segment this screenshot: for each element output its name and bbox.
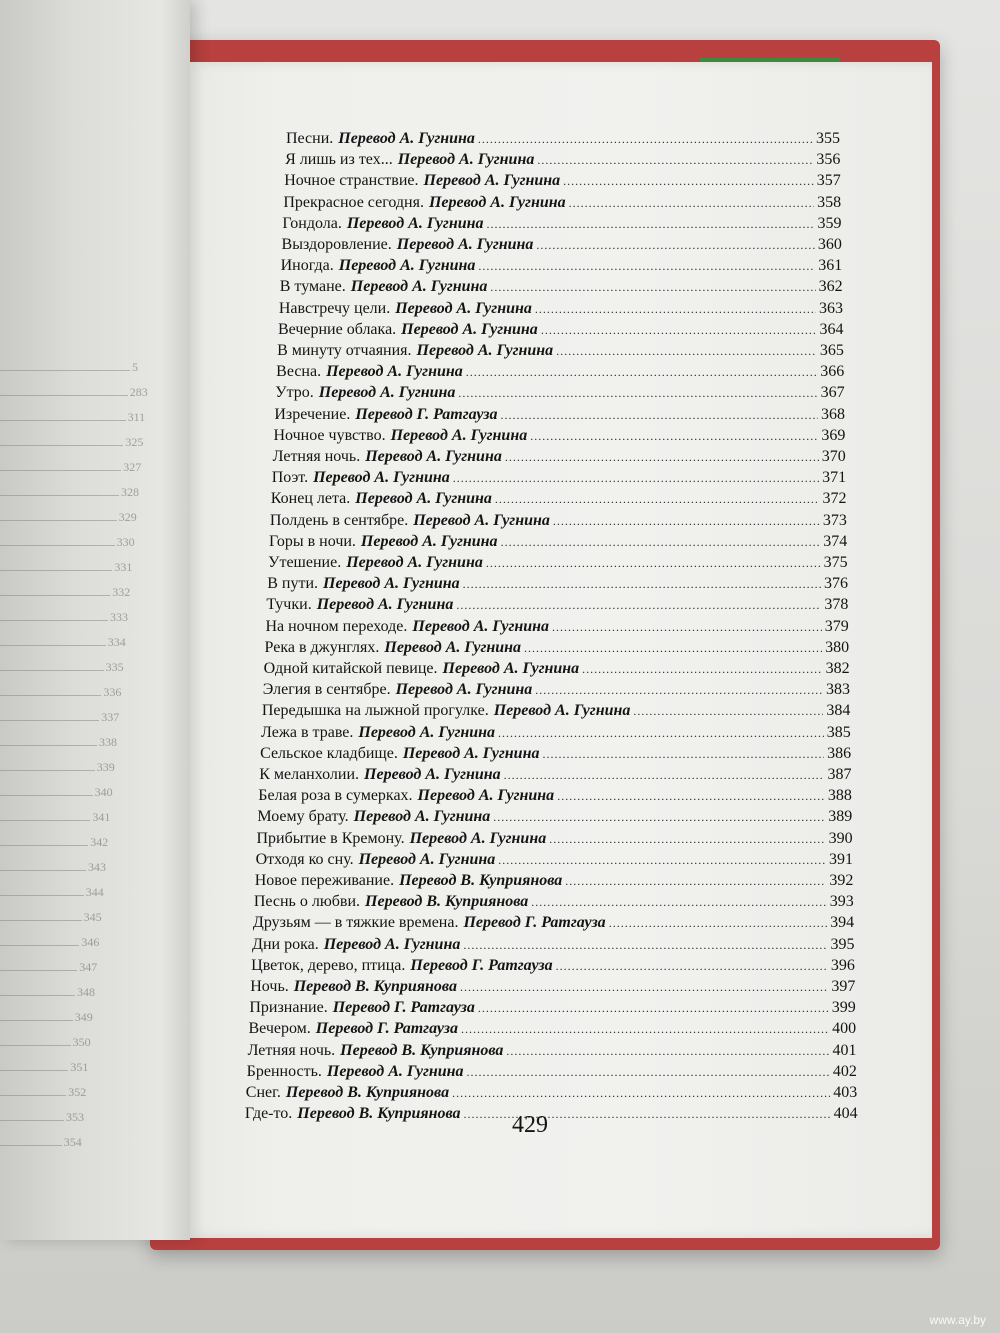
toc-entry-title: Передышка на лыжной прогулке. (261, 702, 489, 720)
toc-entry-leader (535, 679, 823, 701)
toc-entry-leader (466, 361, 817, 383)
toc-entry-title: Где-то. (244, 1105, 293, 1123)
toc-entry-translator: Перевод А. Гугнина (360, 532, 498, 550)
toc-entry-title: Моему брату. (257, 808, 349, 826)
left-page-number: 342 (90, 835, 109, 849)
left-page-number: 330 (116, 535, 135, 549)
toc-entry-translator: Перевод А. Гугнина (355, 490, 492, 508)
toc-entry-title: Лежа в траве. (260, 723, 354, 741)
toc-entry (253, 912, 854, 934)
toc-entry-page: 364 (819, 320, 844, 338)
toc-entry-page: 359 (817, 214, 842, 232)
toc-entry-title: Полдень в сентябре. (269, 511, 409, 529)
toc-entry-title: Элегия в сентябре. (262, 681, 391, 699)
toc-entry-leader (463, 573, 821, 595)
toc-entry-page: 392 (829, 872, 854, 889)
toc-entry-title: В минуту отчаяния. (277, 342, 412, 359)
toc-entry-translator: Перевод А. Гугнина (396, 236, 534, 253)
toc-entry-title: Тучки. (266, 596, 312, 614)
toc-entry-title: Песнь о любви. (253, 893, 361, 911)
left-page-number: 351 (70, 1060, 89, 1074)
toc-entry-translator: Перевод А. Гугнина (428, 193, 566, 211)
toc-entry-title: Ночь. (250, 978, 289, 995)
toc-entry-translator: Перевод А. Гугнина (338, 257, 476, 275)
toc-entry-page: 360 (817, 236, 842, 253)
toc-entry-title: Утро. (275, 384, 314, 402)
toc-entry-page: 396 (830, 956, 855, 974)
toc-entry-page: 383 (825, 681, 850, 699)
toc-entry-translator: Перевод А. Гугнина (353, 808, 491, 826)
toc-entry-title: Отходя ко сну. (255, 850, 354, 868)
toc-entry (285, 149, 840, 171)
toc-entry-page: 401 (832, 1041, 857, 1059)
toc-entry-leader (453, 467, 819, 489)
toc-entry-page: 393 (829, 893, 854, 911)
toc-entry-leader (531, 891, 827, 913)
toc-entry-page: 356 (816, 151, 841, 169)
toc-entry-title: Ночное странствие. (284, 172, 419, 190)
toc-entry (284, 170, 841, 192)
left-page-number: 352 (68, 1085, 87, 1099)
toc-entry-page: 376 (824, 575, 849, 593)
toc-entry (258, 785, 852, 807)
toc-entry-page: 379 (824, 617, 849, 635)
toc-entry-leader (536, 234, 814, 256)
toc-entry-title: Утешение. (268, 554, 342, 571)
toc-entry-leader (563, 170, 814, 192)
toc-entry-page: 388 (827, 787, 852, 805)
toc-entry-title: Летняя ночь. (247, 1041, 336, 1059)
toc-entry-page: 380 (825, 638, 850, 656)
toc-entry-page: 382 (825, 660, 850, 677)
toc-entry (281, 255, 843, 277)
left-page-number: 334 (107, 635, 126, 649)
left-page-number: 338 (99, 735, 117, 749)
toc-entry-leader (537, 149, 813, 171)
toc-entry-leader (478, 997, 829, 1019)
toc-entry-leader (609, 912, 827, 934)
toc-entry-title: На ночном переходе. (265, 617, 408, 635)
toc-entry-title: Вечерние облака. (277, 320, 397, 338)
left-page-number: 325 (125, 435, 144, 449)
toc-entry-page: 357 (816, 172, 841, 190)
toc-entry-title: Прекрасное сегодня. (283, 193, 424, 211)
toc-entry-title: Белая роза в сумерках. (258, 787, 413, 805)
toc-entry-leader (569, 192, 815, 214)
toc-entry (264, 658, 850, 680)
toc-entry-page: 358 (817, 193, 842, 211)
toc-entry-translator: Перевод А. Гугнина (358, 723, 496, 741)
left-page-number: 348 (77, 985, 95, 999)
toc-entry-translator: Перевод Г. Ратгауза (332, 999, 475, 1017)
left-page-number: 328 (121, 485, 139, 499)
toc-entry-page: 355 (816, 130, 840, 147)
toc-entry-title: Признание. (249, 999, 328, 1017)
toc-entry-leader (535, 298, 816, 320)
left-page-number: 339 (96, 760, 115, 774)
toc-entry-leader (486, 552, 821, 574)
toc-entry (280, 276, 843, 298)
toc-entry (249, 997, 855, 1019)
left-page-number: 283 (129, 385, 148, 399)
toc-entry-leader (505, 446, 819, 468)
toc-entry (270, 510, 847, 532)
toc-entry (248, 1040, 857, 1062)
toc-entry-leader (553, 510, 820, 532)
toc-entry-title: Поэт. (271, 469, 309, 487)
toc-entry-leader (486, 213, 814, 235)
toc-entry-translator: Перевод А. Гугнина (401, 320, 538, 338)
toc-entry-page: 371 (822, 469, 847, 487)
toc-entry-leader (495, 488, 820, 510)
toc-entry-title: В тумане. (279, 278, 346, 296)
toc-entry-page: 402 (832, 1062, 857, 1080)
toc-entry-translator: Перевод А. Гугнина (402, 744, 540, 762)
left-page-number: 331 (114, 560, 133, 574)
toc-entry-page: 387 (827, 766, 852, 783)
toc-entry-page: 368 (820, 405, 845, 423)
toc-entry-page: 390 (828, 829, 853, 847)
toc-entry-translator: Перевод В. Куприянова (399, 872, 563, 889)
toc-entry-translator: Перевод А. Гугнина (338, 130, 475, 147)
toc-entry (265, 616, 848, 638)
toc-entry-translator: Перевод А. Гугнина (358, 850, 496, 868)
toc-entry-page: 389 (828, 808, 853, 826)
toc-entry-leader (463, 934, 827, 956)
toc-entry-translator: Перевод В. Куприянова (293, 978, 457, 995)
left-page-number: 346 (81, 935, 100, 949)
toc-entry (260, 743, 851, 765)
toc-entry-leader (460, 976, 828, 998)
toc-entry (252, 934, 855, 956)
toc-entry (247, 1061, 857, 1083)
toc-entry-leader (498, 849, 826, 871)
toc-entry-leader (556, 340, 817, 362)
toc-entry (257, 806, 852, 828)
toc-entry-translator: Перевод Г. Ратгауза (315, 1020, 459, 1038)
watermark: www.ay.by (929, 1313, 986, 1327)
toc-entry-leader (452, 1082, 830, 1104)
toc-entry-page: 363 (819, 299, 844, 317)
toc-entry-leader (552, 616, 822, 638)
toc-entry-page: 361 (818, 257, 843, 275)
toc-entry-page: 403 (833, 1084, 858, 1101)
toc-entry-page: 374 (823, 532, 848, 550)
toc-entry-leader (490, 276, 815, 298)
toc-entry-title: Сельское кладбище. (260, 744, 398, 762)
toc-entry-title: В пути. (267, 575, 319, 593)
toc-entry-translator: Перевод А. Гугнина (395, 681, 533, 699)
left-page-number: 5 (132, 360, 138, 374)
left-page-number: 340 (94, 785, 113, 799)
toc-entry-leader (461, 1018, 829, 1040)
toc-entry-title: Одной китайской певице. (263, 660, 438, 677)
left-page-number: 337 (101, 710, 120, 724)
toc-entry-title: Весна. (276, 363, 322, 381)
toc-entry (269, 531, 847, 553)
left-page-number: 335 (105, 660, 124, 674)
toc-entry-translator: Перевод В. Куприянова (365, 893, 529, 911)
toc-entry-page: 400 (832, 1020, 857, 1038)
toc-entry-leader (501, 404, 818, 426)
left-page-number: 353 (66, 1110, 84, 1124)
toc-entry (268, 552, 848, 574)
toc-entry-page: 369 (821, 426, 846, 444)
toc-entry (246, 1082, 857, 1104)
left-page-number: 350 (72, 1035, 91, 1049)
toc-entry (283, 192, 841, 214)
toc-entry-title: Навстречу цели. (278, 299, 391, 317)
toc-entry-page: 372 (822, 490, 847, 508)
left-page-number: 344 (85, 885, 104, 899)
left-page-number: 349 (74, 1010, 93, 1024)
toc-entry-translator: Перевод А. Гугнина (365, 448, 502, 465)
toc-entry (255, 870, 854, 892)
toc-entry-title: Новое переживание. (254, 872, 395, 889)
toc-entry-translator: Перевод А. Гугнина (346, 214, 484, 232)
toc-entry-leader (582, 658, 822, 680)
toc-entry-title: Друзьям — в тяжкие времена. (252, 914, 459, 932)
toc-entry (263, 679, 850, 701)
toc-entry-page: 394 (830, 914, 855, 932)
toc-entry-translator: Перевод А. Гугнина (493, 702, 631, 720)
toc-entry-translator: Перевод А. Гугнина (326, 363, 463, 381)
toc-entry-translator: Перевод А. Гугнина (350, 278, 488, 296)
left-page-number: 347 (79, 960, 98, 974)
toc-entry-translator: Перевод А. Гугнина (409, 829, 547, 847)
toc-entry-translator: Перевод А. Гугнина (323, 935, 461, 953)
toc-entry-leader (467, 1061, 830, 1083)
toc-entry-leader (524, 637, 822, 659)
toc-entry-translator: Перевод А. Гугнина (318, 384, 456, 402)
left-page-number: 329 (118, 510, 137, 524)
toc-entry-leader (478, 128, 813, 150)
toc-entry-leader (556, 955, 828, 977)
toc-entry-translator: Перевод А. Гугнина (413, 511, 550, 529)
toc-entry-translator: Перевод В. Куприянова (285, 1084, 450, 1101)
toc-entry-title: Ночное чувство. (273, 426, 386, 444)
left-page-number: 341 (92, 810, 111, 824)
toc-entry-title: Изречение. (274, 405, 351, 423)
toc-entry-translator: Перевод Г. Ратгауза (355, 405, 498, 423)
toc-entry-page: 375 (823, 554, 848, 571)
toc-entry (279, 298, 843, 320)
toc-entry-title: Горы в ночи. (269, 532, 356, 550)
toc-entry (286, 128, 840, 150)
toc-entry (250, 976, 855, 998)
toc-entry-title: Я лишь из тех... (285, 151, 393, 169)
left-page-number: 354 (63, 1135, 82, 1149)
toc-entry (248, 1018, 856, 1040)
left-page-number: 333 (110, 610, 128, 624)
toc-entry-leader (478, 255, 815, 277)
toc-entry (276, 361, 844, 383)
toc-entry-page: 385 (826, 723, 851, 741)
toc-entry-leader (530, 425, 818, 447)
toc-entry (272, 467, 846, 489)
left-page-number: 336 (103, 685, 122, 699)
toc-entry-page: 373 (822, 511, 847, 529)
toc-entry-title: Вечером. (248, 1020, 311, 1038)
toc-entry-title: Цветок, дерево, птица. (251, 956, 406, 974)
toc-entry-page: 399 (831, 999, 856, 1017)
toc-entry-translator: Перевод А. Гугнина (323, 575, 460, 593)
toc-entry-leader (542, 743, 824, 765)
toc-entry-translator: Перевод А. Гугнина (423, 172, 561, 190)
toc-entry-page: 397 (831, 978, 856, 995)
toc-entry (254, 891, 854, 913)
toc-entry-leader (498, 722, 824, 744)
toc-entry-translator: Перевод А. Гугнина (313, 469, 450, 487)
toc-entry-leader (501, 531, 821, 553)
toc-entry-title: Снег. (245, 1084, 281, 1101)
toc-entry-leader (633, 700, 823, 722)
toc-entry-page: 367 (820, 384, 845, 402)
toc-entry-translator: Перевод А. Гугнина (397, 151, 535, 169)
toc-entry-translator: Перевод В. Куприянова (297, 1105, 461, 1123)
toc-entry-page: 370 (821, 448, 846, 465)
toc-entry (271, 488, 847, 510)
toc-entry (266, 594, 848, 616)
toc-entry-page: 365 (819, 342, 844, 359)
toc-entry-translator: Перевод А. Гугнина (346, 554, 483, 571)
toc-entry (273, 425, 845, 447)
toc-entry (261, 722, 851, 744)
toc-entry-page: 384 (826, 702, 851, 720)
toc-entry-translator: Перевод А. Гугнина (416, 342, 554, 359)
toc-entry-title: Летняя ночь. (272, 448, 361, 465)
left-page-number: 343 (88, 860, 106, 874)
left-page-number: 345 (83, 910, 102, 924)
toc-entry-leader (504, 764, 825, 786)
toc-entry (257, 828, 853, 850)
left-page-number: 332 (112, 585, 131, 599)
toc-entry-title: Дни рока. (252, 935, 319, 953)
toc-entry-translator: Перевод А. Гугнина (442, 660, 580, 677)
toc-entry-translator: Перевод А. Гугнина (417, 787, 555, 805)
toc-entry-translator: Перевод А. Гугнина (364, 766, 501, 783)
toc-entry (259, 764, 851, 786)
toc-entry-translator: Перевод А. Гугнина (395, 299, 532, 317)
toc-entry-title: Выздоровление. (281, 236, 392, 253)
toc-entry-translator: Перевод Г. Ратгауза (410, 956, 553, 974)
toc-entry-page: 378 (824, 596, 849, 614)
toc-entry-title: Бренность. (246, 1062, 322, 1080)
left-page-number: 311 (127, 410, 146, 424)
toc-entry-translator: Перевод Г. Ратгауза (463, 914, 606, 932)
toc-entry-leader (458, 382, 817, 404)
toc-entry (251, 955, 855, 977)
toc-entry (282, 234, 842, 256)
toc-entry-title: Песни. (286, 130, 334, 147)
toc-entry-leader (493, 806, 825, 828)
page-number: 429 (512, 1112, 548, 1138)
toc-entry (245, 1103, 858, 1125)
toc-entry-title: Прибытие в Кремону. (256, 829, 405, 847)
toc-entry-leader (506, 1040, 829, 1062)
toc-entry-title: К меланхолии. (259, 766, 360, 783)
toc-entry-leader (541, 319, 817, 341)
toc-entry-title: Река в джунглях. (264, 638, 380, 656)
toc-entry-leader (557, 785, 825, 807)
toc-entry-translator: Перевод А. Гугнина (384, 638, 522, 656)
toc-entry-leader (565, 870, 826, 892)
toc-entry-leader (549, 828, 825, 850)
toc-entry (256, 849, 853, 871)
toc-entry (265, 637, 850, 659)
toc-entry (273, 446, 846, 468)
toc-entry-page: 366 (820, 363, 845, 381)
toc-entry (278, 319, 843, 341)
toc-entry (277, 340, 844, 362)
toc-entry-translator: Перевод А. Гугнина (316, 596, 454, 614)
toc-entry-translator: Перевод А. Гугнина (412, 617, 550, 635)
toc-entry (274, 404, 845, 426)
toc-entry-title: Гондола. (282, 214, 342, 232)
left-page-number: 327 (123, 460, 142, 474)
toc-entry-translator: Перевод А. Гугнина (390, 426, 528, 444)
toc-entry-page: 391 (829, 850, 853, 868)
toc-entry-leader (456, 594, 821, 616)
toc-entry (275, 382, 844, 404)
toc-entry (262, 700, 850, 722)
toc-entry-translator: Перевод А. Гугнина (326, 1062, 464, 1080)
toc-entry-translator: Перевод В. Куприянова (340, 1041, 504, 1059)
toc-entry-page: 395 (830, 935, 855, 953)
toc-entry (282, 213, 841, 235)
toc-entry-page: 362 (818, 278, 843, 296)
toc-entry-title: Конец лета. (270, 490, 351, 508)
toc-entry-page: 386 (827, 744, 852, 762)
toc-entry-title: Иногда. (280, 257, 334, 275)
toc-entry (267, 573, 848, 595)
toc-entry-page: 404 (833, 1105, 858, 1123)
